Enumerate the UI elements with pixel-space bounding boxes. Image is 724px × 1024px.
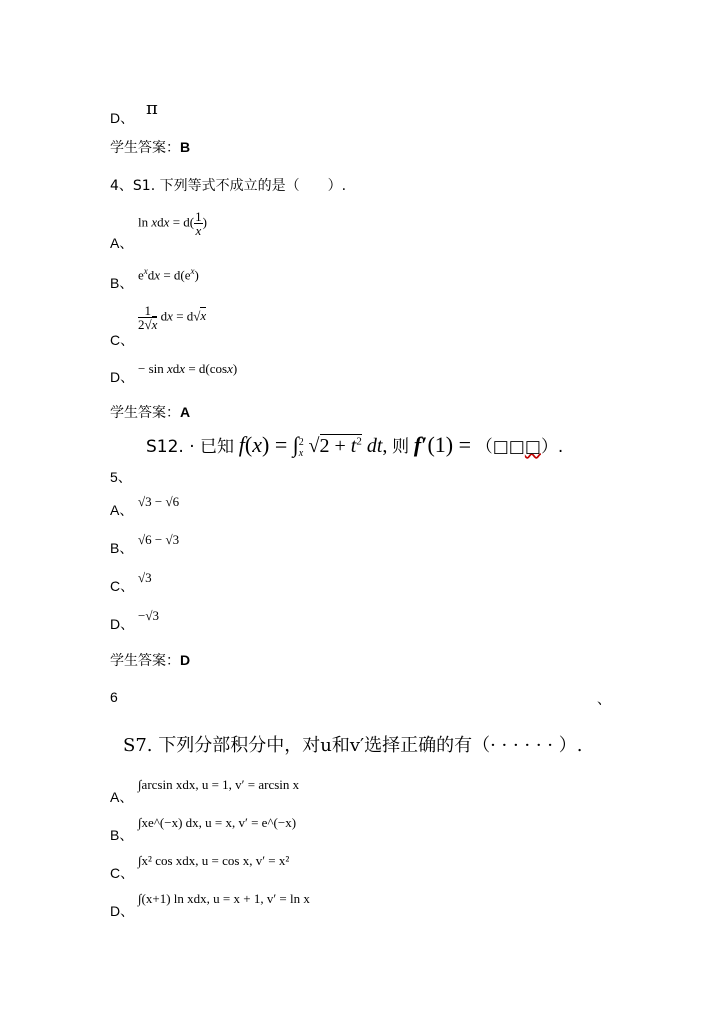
q5-option-c-formula: √3 (138, 570, 152, 585)
q5-option-b-label: B、 (110, 540, 134, 556)
answer-prefix: 学生答案： (110, 140, 180, 156)
question-6-trailing-mark: 、 (597, 691, 611, 707)
question-5-number: 5、 (110, 469, 132, 485)
answer-value: A (180, 404, 191, 420)
answer-prefix: 学生答案： (110, 405, 180, 421)
q5-option-c-label: C、 (110, 578, 135, 594)
q4-option-b-formula: $e^xdx = d(e^x)$ (138, 266, 199, 283)
answer-value: B (180, 139, 191, 155)
option-d-label: D、 (110, 110, 135, 126)
question-6-number: 6 (110, 689, 118, 705)
student-answer-3 (110, 137, 190, 157)
q6-option-d-label: D、 (110, 903, 135, 919)
q5-option-d-formula: −√3 (138, 608, 159, 623)
q4-option-d-label: D、 (110, 369, 135, 385)
q6-option-c-formula: ∫x² cos xdx, u = cos x, v′ = x² (138, 853, 290, 868)
q4-option-b-label: B、 (110, 275, 134, 291)
option-d-pi: π (146, 98, 158, 119)
q5-option-d-label: D、 (110, 616, 135, 632)
question-4-title: 4、S1. 下列等式不成立的是（ ）. (110, 178, 347, 194)
question-6-title: S7. 下列分部积分中，对u和v′选择正确的有（· · · · · · ）. (123, 735, 583, 756)
q6-option-a-formula: ∫arcsin xdx, u = 1, v′ = arcsin x (138, 777, 300, 792)
q4-option-c-formula: $\frac{1}{2√x}$ dx = d√x (138, 303, 207, 332)
q6-option-b-formula: ∫xe^(−x) dx, u = x, v′ = e^(−x) (138, 815, 297, 830)
q5-option-a-label: A、 (110, 502, 134, 518)
q4-option-a-formula: ln xdx = d( $\frac{1}{x}$ ) (138, 209, 207, 238)
q4-option-a-label: A、 (110, 235, 134, 251)
student-answer-5 (110, 650, 190, 670)
q6-option-a-label: A、 (110, 789, 134, 805)
q4-option-d-formula: − sin xdx = d(cosx) (138, 361, 238, 376)
answer-prefix: 学生答案： (110, 653, 180, 669)
q5-option-a-formula: √3 − √6 (138, 494, 180, 509)
q4-option-c-label: C、 (110, 332, 135, 348)
q6-option-d-formula: ∫(x+1) ln xdx, u = x + 1, v′ = ln x (138, 891, 310, 906)
q6-option-c-label: C、 (110, 865, 135, 881)
question-5-title: S12. · 已知 f(x) = ∫ 2 x $√2 + t^2$ dt, 则 f′(1) = （□□□）. (146, 432, 564, 459)
q6-option-b-label: B、 (110, 827, 134, 843)
answer-value: D (180, 652, 191, 668)
student-answer-4 (110, 402, 190, 422)
q5-option-b-formula: √6 − √3 (138, 532, 180, 547)
